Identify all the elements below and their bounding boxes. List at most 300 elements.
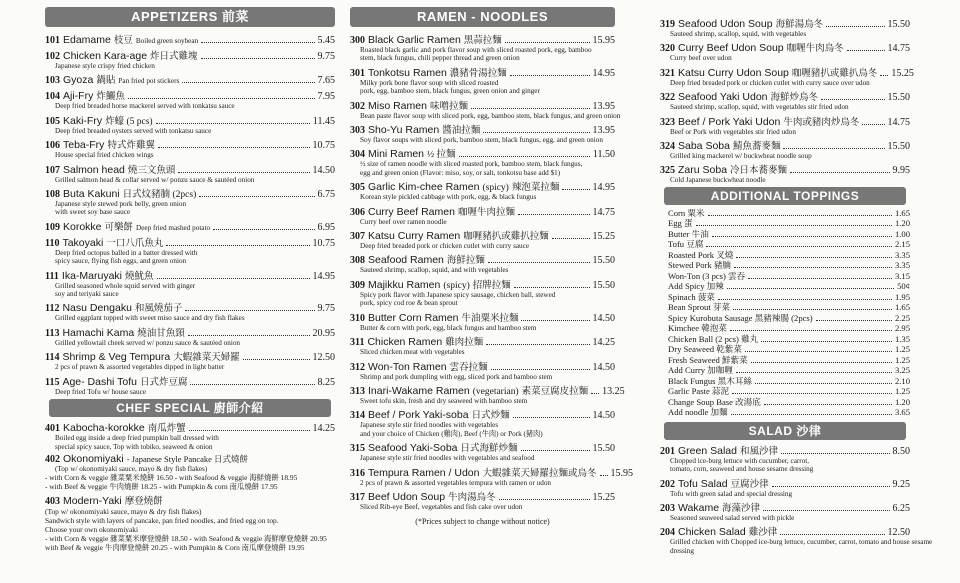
topping-row [660,386,910,397]
item-line [350,407,615,421]
item-price: 15.50 [592,443,615,455]
menu-item-106 [45,137,335,159]
dot-leader [471,108,590,109]
item-description: Deep fried breaded pork or chicken cutlet with curry sauce [360,242,530,251]
item-combo-line: with Beef & veggie 牛肉摩登燒餅 20.25 - with Pumpkin & Corn 南瓜摩登燒餅 19.95 [45,543,305,553]
menu-item-319 [660,16,910,38]
udon-list [660,16,914,185]
topping-price: 1.20 [894,218,910,229]
item-chinese-name: 海鮮炒烏冬 [770,93,819,104]
item-chinese-name: 燒魷魚 [125,271,154,282]
topping-name: Add Spicy 加辣 [668,281,724,292]
dot-leader [552,238,590,239]
dot-leader [761,341,892,342]
item-price: 11.50 [592,149,615,161]
item-name: Inari-Wakame Ramen [368,384,470,397]
item-chinese-name: 炸日式雞塊 [150,52,198,62]
item-name: Teba-Fry [63,139,105,152]
item-price: 8.25 [317,376,335,388]
item-name: Okonomiyaki [63,452,124,465]
menu-column-left [45,0,335,583]
menu-item-321 [660,65,914,87]
menu-item-315 [350,440,615,462]
item-price: 7.65 [317,75,335,87]
item-number: 316 [350,467,365,479]
item-description: Sauteed shrimp, scallop, squid, with vegetables [670,30,807,38]
item-line [350,146,615,160]
item-chinese-name: 咖喱豬扒或雞扒烏冬 [791,68,878,79]
menu-item-403 [45,493,335,552]
dot-leader [708,215,892,216]
item-name: Tonkotsu Ramen [368,66,447,79]
item-name: Modern-Yaki [63,495,122,508]
menu-item-101 [45,32,335,46]
item-number: 323 [660,116,675,128]
item-chinese-name: 炸蠔 (5 pcs) [105,116,153,127]
item-price: 20.95 [312,327,335,339]
item-price: 12.50 [312,352,335,364]
item-description: Choose your own okonomiyaki [45,525,138,535]
item-price: 14.25 [312,423,335,435]
item-description: stem, black fungus, chili pepper thread and green onion [360,54,520,63]
dot-leader [772,486,890,487]
item-line [45,235,335,249]
item-price: 15.25 [891,67,914,79]
item-price: 12.50 [887,527,910,539]
item-name: Butter Corn Ramen [368,311,459,324]
item-line [350,334,615,348]
item-price: 14.75 [887,43,910,55]
item-line [660,500,910,514]
item-line [45,137,335,151]
menu-item-203 [660,500,910,522]
topping-row [660,355,910,366]
item-number: 104 [45,91,60,103]
item-line [45,325,335,339]
item-description: Curry beef over ramen noodle [360,217,447,226]
item-name: Katsu Curry Ramen [368,230,461,243]
dot-leader [736,257,892,258]
item-price: 14.50 [312,164,335,176]
item-description: spicy sauce, flying fish eggs, and green onion [55,257,187,266]
topping-row [660,229,910,240]
dot-leader [862,124,884,125]
menu-item-201 [660,443,910,474]
item-description: Spicy pork flavor with Japanese spicy sausage, chicken ball, stewed [360,290,556,299]
item-price: 7.95 [317,91,335,103]
item-description: Japanese style crispy fried chicken [55,62,155,70]
item-number: 103 [45,75,60,87]
menu-item-311 [350,334,615,356]
item-line [45,162,335,176]
item-name: Tofu Salad [678,477,728,490]
item-price: 15.50 [592,279,615,291]
item-chinese-name: 雲吞拉麵 [449,362,488,373]
item-line [45,186,335,200]
item-chinese-name: 大蝦雜菜天婦羅拉麵或烏冬 [482,468,597,479]
item-price: 9.75 [317,303,335,315]
topping-row [660,281,910,292]
dot-leader [826,26,884,27]
item-description: Soy flavor soups with sliced pork, bamboo stem, black fungus, egg, and green onion [360,136,603,145]
item-chinese-name: 南瓜炸蟹 [147,424,186,435]
item-price: 8.50 [892,445,910,457]
item-number: 315 [350,443,365,455]
menu-item-305 [350,179,615,201]
item-name: Katsu Curry Udon Soup [678,66,789,79]
dot-leader [521,450,590,451]
topping-name: Dry Seaweed 乾紫菜 [668,344,742,355]
item-line [350,489,615,503]
item-price: 14.75 [592,206,615,218]
item-line [350,98,615,112]
ramen-list [350,32,633,511]
dot-leader [128,98,315,99]
item-price: 14.50 [592,312,615,324]
item-description: Grilled chicken with Chopped ice-burg lettuce, cucumber, carrot, tomato and house sesame [670,538,933,547]
item-chinese-name: 味噌拉麵 [429,101,468,112]
item-name: Chicken Kara-age [63,50,148,62]
item-chinese-name: 摩登燒餅 [124,497,163,508]
item-number: 308 [350,255,365,267]
item-price: 10.75 [312,237,335,249]
menu-item-307 [350,228,615,250]
item-description: pork, spicy cod roe & bean sprout [360,299,458,308]
dot-leader [816,320,892,321]
dot-leader [751,362,892,363]
item-chinese-name: 海鮮湯烏冬 [775,20,824,30]
topping-name: Bean Sprout 芽菜 [668,302,731,313]
item-description: Butter & corn with pork, egg, black fungus and bamboo stem [360,323,537,332]
item-number: 105 [45,115,60,127]
item-chinese-name: 枝豆 [113,36,133,46]
item-number: 306 [350,206,365,218]
item-line [660,89,910,103]
topping-name: Won-Ton (3 pcs) 雲吞 [668,270,746,281]
menu-item-316 [350,465,633,487]
menu-item-112 [45,300,335,322]
item-description: egg and green onion (Flavor: miso, soy, or salt, tonkotsu base add $1) [360,168,561,177]
item-chinese-name: 素菜豆腐皮拉麵 [521,386,589,397]
item-name: Garlic Kim-chee Ramen [368,181,480,194]
item-inline-description: Deep fried mashed potato [136,223,211,232]
item-number: 202 [660,478,675,490]
item-line [660,162,910,176]
menu-item-113 [45,325,335,347]
topping-row [660,271,910,282]
item-line [45,268,335,282]
item-line [45,113,335,127]
item-description: (Top w/ okonomiyaki sauce, mayo & dry fish flakes) [55,464,208,473]
dot-leader [518,214,590,215]
item-description: 2 pcs of prawn & assorted vegetables tempura with ramen or udon [360,478,552,487]
item-description: Deep fried breaded oysters served with tonkatsu sauce [55,126,212,135]
topping-name: Add Curry 加咖喱 [668,365,733,376]
item-number: 112 [45,303,60,315]
item-chinese-name: 牛油粟米拉麵 [461,313,519,324]
item-chinese-name: 鍋貼 [96,76,116,87]
topping-row [660,260,910,271]
item-description: Deep fried Tofu w/ house sauce [55,387,146,396]
item-description: soy and teriyaki sauce [55,290,119,299]
item-description: Deep fried breaded pork or chicken cutlet with curry sauce over udon [670,78,870,87]
dot-leader [243,359,310,360]
item-line [45,349,335,363]
topping-name: Black Fungus 黑木耳絲 [668,375,753,386]
item-name: Beef Udon Soup [368,490,446,503]
item-description: Japanese style stir fried noodles with vegetables [360,421,499,430]
menu-item-300 [350,32,615,63]
item-price: 6.25 [892,503,910,515]
item-chinese-name: 辣泡菜拉麵 [511,183,560,194]
item-number: 317 [350,491,365,503]
appetizer-list [45,32,335,396]
menu-item-320 [660,40,910,62]
dot-leader [491,369,590,370]
item-number: 303 [350,125,365,137]
item-subtitle: - Japanese Style Pancake 日式燒餅 [126,453,249,464]
item-chinese-name: 鯖魚蕎麥麵 [732,142,781,153]
item-price: 15.50 [887,92,910,104]
menu-item-301 [350,65,615,96]
item-description: Japanese style stewed pork belly, green onion [55,200,187,209]
item-name: Seafood Yaki Udon [678,91,768,104]
item-chinese-name: 和風燒茄子 [134,304,183,315]
item-name: Edamame [63,34,111,46]
item-price: 6.95 [317,221,335,233]
topping-row [660,323,910,334]
menu-item-310 [350,310,615,332]
menu-item-325 [660,162,910,184]
item-number: 110 [45,237,60,249]
topping-price: 3.35 [894,260,910,271]
item-number: 402 [45,453,60,465]
item-number: 301 [350,67,365,79]
item-name: Zaru Soba [678,164,728,177]
dot-leader [157,278,310,279]
menu-item-204 [660,524,933,555]
item-description: Sauteed shrimp, scallop, squid, and with vegetables [360,266,509,275]
item-name: Nasu Dengaku [62,302,132,315]
dot-leader [727,288,894,289]
topping-name: Stewed Pork 豬腩 [668,260,732,271]
topping-row [660,218,910,229]
item-line [350,122,615,136]
item-name: Tempura Ramen / Udon [368,466,480,479]
item-chinese-name: 日式海鮮炒麵 [460,444,518,455]
item-chinese-name: 和風沙律 [739,446,778,457]
topping-row [660,334,910,345]
item-chinese-name: 雞沙律 [748,528,778,539]
item-chinese-name: 醬油拉麵 [442,126,481,137]
item-line [45,88,335,102]
item-line [45,48,335,62]
item-name: Curry Beef Udon Soup [678,42,784,55]
item-combo-line: - with Corn & veggie 雜菜粟米燒餅 16.50 - with Seafood & veggie 海鮮燒餅 18.95 [45,473,298,483]
additional-toppings-header: ADDITIONAL TOPPINGS [664,187,906,205]
topping-price: 3.25 [894,365,910,376]
dot-leader [185,310,314,311]
item-price: 13.95 [592,125,615,137]
dot-leader [821,99,884,100]
menu-item-304 [350,146,615,177]
item-price: 14.95 [592,182,615,194]
menu-column-middle [350,0,633,583]
item-number: 114 [45,352,60,364]
chef-special-header: CHEF SPECIAL 廚師介紹 [49,399,331,417]
item-line [45,32,335,46]
menu-item-317 [350,489,615,511]
item-line [45,72,335,86]
topping-price: 1.20 [894,396,910,407]
item-name: Buta Kakuni [63,188,120,201]
item-line [45,374,335,388]
item-line [350,32,615,46]
item-inline-description: Boiled green soybean [135,37,199,45]
item-price: 15.25 [592,231,615,243]
item-number: 307 [350,231,365,243]
prices-note: (*Prices subject to change without notice) [415,517,550,527]
dot-leader [783,148,884,149]
item-name: Shrimp & Veg Tempura [62,351,171,364]
dot-leader [514,287,590,288]
item-price: 6.75 [317,189,335,201]
item-line [660,524,910,538]
item-number: 322 [660,92,675,104]
dot-leader [847,50,885,51]
item-number: 107 [45,164,60,176]
topping-row [660,250,910,261]
menu-item-313 [350,383,625,405]
topping-price: 2.95 [894,323,910,334]
menu-item-309 [350,277,615,308]
item-price: 15.95 [610,467,633,479]
item-description: Milky pork bone flavor soup with sliced roasted [360,78,499,87]
item-line [660,114,910,128]
item-line [350,204,615,218]
item-line [350,359,615,373]
item-combo-line: - with Corn & veggie 雜菜粟米摩登燒餅 18.50 - with Seafood & veggie 海鮮摩登燒餅 20.95 [45,534,327,544]
item-description: Sauteed shrimp, scallop, squid, with vegetables stir fried udon [670,103,849,112]
item-description: tomato, corn, seaweed and house sesame dressing [670,465,814,474]
dot-leader [763,510,889,511]
dot-leader [748,278,892,279]
item-chinese-name: 日式炸豆腐 [139,377,188,388]
dot-leader [156,123,310,124]
item-line [350,277,615,291]
item-name: Aji-Fry [63,90,94,103]
salad-list [660,443,933,555]
item-price: 11.45 [312,115,335,127]
item-name: Age- Dashi Tofu [62,375,137,388]
topping-row [660,376,910,387]
dot-leader [733,309,892,310]
item-line [350,310,615,324]
item-description: (Top w/ okonomiyaki sauce, mayo & dry fish flakes) [45,507,202,517]
item-price: 13.95 [592,100,615,112]
menu-item-402 [45,453,335,491]
item-description: Boiled egg inside a deep fried pumpkin ball dressed with [55,434,219,443]
item-line [350,465,633,479]
topping-price: 1.25 [894,344,910,355]
menu-item-202 [660,476,910,498]
topping-row [660,302,910,313]
item-price: 13.25 [602,385,625,397]
topping-row [660,292,910,303]
topping-name: Kimchee 韓泡菜 [668,323,727,334]
topping-price: 1.25 [894,354,910,365]
item-number: 203 [660,503,675,515]
dot-leader [483,132,589,133]
item-chinese-name: 大蝦雜菜天婦羅 [173,353,240,364]
dot-leader [499,499,590,500]
item-name: Hamachi Kama [62,326,135,339]
item-number: 304 [350,149,365,161]
item-line [45,219,335,233]
item-number: 324 [660,141,675,153]
item-line [45,300,335,314]
item-description: ½ size of ramen noodle with sliced roasted pork, bamboo stem, black fungus, [360,160,583,169]
item-description: Grilled salmon head & collar served w/ ponzu sauce & sautéed onion [55,175,255,184]
item-description: Sandwich style with layers of pancake, pan fried noodles, and fried egg on top. [45,516,279,526]
item-description: Tofu with green salad and special dressing [670,489,793,498]
item-number: 320 [660,43,675,55]
dot-leader [718,299,892,300]
ramen-noodles-header: RAMEN - NOODLES [350,7,615,27]
item-line [350,440,615,454]
dot-leader [190,384,314,385]
item-chinese-name: ½ 拉麵 [427,150,456,161]
item-chinese-name: 海鮮拉麵 [446,256,485,267]
menu-item-105 [45,113,335,135]
item-chinese-name: 招牌拉麵 [472,280,511,291]
item-number: 305 [350,182,365,194]
item-description: Seasoned seaweed salad served with pickle [670,514,795,523]
topping-name: Roasted Pork 叉燒 [668,249,734,260]
item-number: 401 [45,423,60,435]
topping-name: Spicy Kurobuta Sausage 黑豬辣腸 (2pcs) [668,312,813,323]
menu-item-306 [350,204,615,226]
topping-price: 2.25 [894,312,910,323]
topping-price: 3.15 [894,270,910,281]
menu-item-110 [45,235,335,266]
item-price: 15.50 [592,255,615,267]
topping-price: 1.00 [894,228,910,239]
item-chinese-name: 咖喱牛肉烏冬 [786,44,844,55]
item-name: Black Garlic Ramen [368,34,461,46]
item-name: Sho-Yu Ramen [368,124,440,137]
dot-leader [178,172,309,173]
menu-item-108 [45,186,335,217]
menu-item-107 [45,162,335,184]
topping-list [660,208,910,418]
item-tag: (spicy) [443,280,470,291]
item-line [660,476,910,490]
item-description: and your choice of Chicken (雞肉), Beef (牛肉) or Pork (豬肉) [360,429,543,438]
dot-leader [521,320,589,321]
item-number: 314 [350,410,365,422]
menu-item-308 [350,252,615,274]
item-description: Beef or Pork with vegetables stir fried udon [670,127,796,136]
dot-leader [591,393,599,394]
item-name: Ika-Maruyaki [61,269,123,282]
item-name: Beef / Pork Yaki Udon [678,115,781,128]
topping-name: Tofu 豆腐 [668,239,704,250]
item-line [660,138,910,152]
item-chinese-name: 炸鱺魚 [96,92,125,103]
item-number: 201 [660,445,675,457]
dot-leader [745,351,892,352]
